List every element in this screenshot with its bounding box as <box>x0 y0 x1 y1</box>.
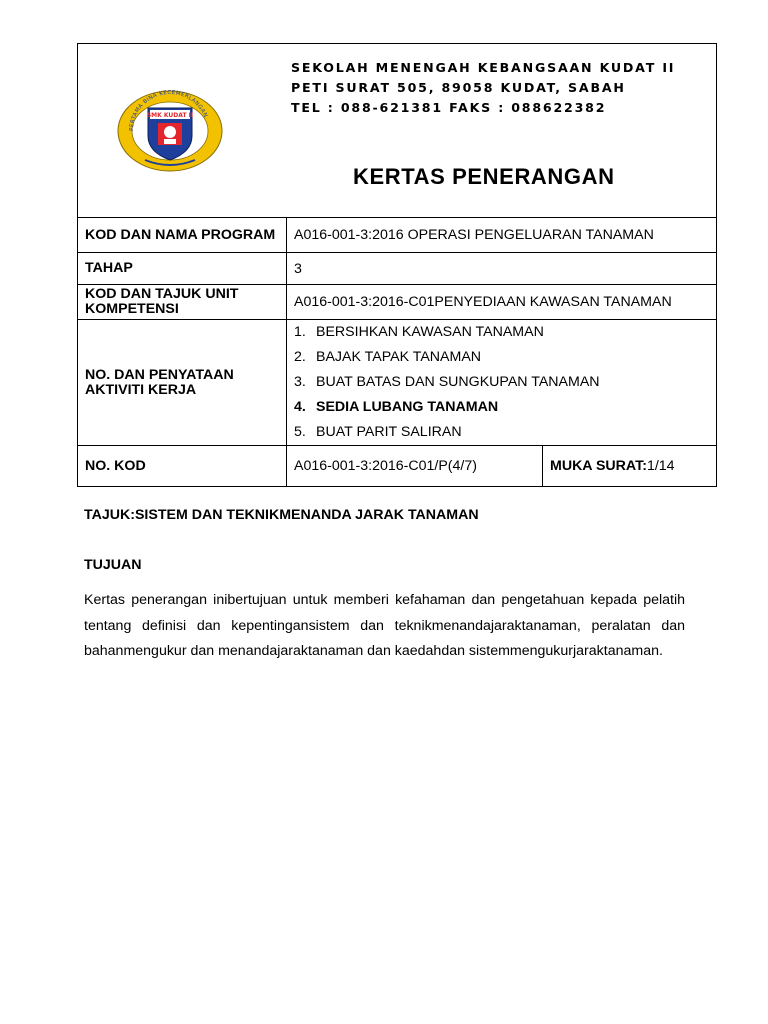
program-label: KOD DAN NAMA PROGRAM <box>78 218 287 253</box>
list-item: 1. BERSIHKAN KAWASAN TANAMAN <box>294 324 544 340</box>
table-row <box>78 446 717 487</box>
document-title: KERTAS PENERANGAN <box>353 164 615 189</box>
topic-heading: TAJUK:SISTEM DAN TEKNIKMENANDA JARAK TANAMAN <box>84 507 479 523</box>
level-value: 3 <box>287 253 717 285</box>
level-label: TAHAP <box>78 253 287 285</box>
table-row <box>78 218 717 253</box>
table-row <box>78 253 717 285</box>
unit-value: A016-001-3:2016-C01PENYEDIAAN KAWASAN TANAMAN <box>287 285 717 320</box>
page-label: MUKA SURAT: <box>550 458 647 474</box>
unit-label: KOD DAN TAJUK UNIT KOMPETENSI <box>78 285 287 320</box>
info-table <box>77 217 717 487</box>
page-number <box>543 446 717 487</box>
school-name: SEKOLAH MENENGAH KEBANGSAAN KUDAT II <box>291 60 676 75</box>
activity-label: NO. DAN PENYATAAN AKTIVITI KERJA <box>78 320 287 446</box>
logo-text: SMK KUDAT II <box>146 112 194 119</box>
document-header <box>77 43 717 217</box>
activity-cell <box>287 320 717 446</box>
purpose-paragraph: Kertas penerangan inibertujuan untuk memberi kefahaman dan pengetahuan kepada pelatih tentang definisi dan kepentingansistem dan teknikmenandajaraktanaman, peralatan dan bahanmengukur dan menandajaraktanaman dan kaedahdan sistemmengukurjaraktanaman. <box>84 592 685 659</box>
logo-motto: PERTAMA BINA KECEMERLANGAN <box>128 90 209 132</box>
code-value: A016-001-3:2016-C01/P(4/7) <box>287 446 543 487</box>
list-item: 5. BUAT PARIT SALIRAN <box>294 424 462 440</box>
school-address: PETI SURAT 505, 89058 KUDAT, SABAH <box>291 80 626 95</box>
program-value: A016-001-3:2016 OPERASI PENGELUARAN TANAMAN <box>287 218 717 253</box>
list-item: 2. BAJAK TAPAK TANAMAN <box>294 349 482 365</box>
list-item: 3. BUAT BATAS DAN SUNGKUPAN TANAMAN <box>294 374 600 390</box>
page-value: 1/14 <box>646 458 675 474</box>
list-item-current: 4. SEDIA LUBANG TANAMAN <box>294 399 499 415</box>
school-contact: TEL : 088-621381 FAKS : 088622382 <box>291 100 607 115</box>
purpose-heading: TUJUAN <box>84 557 142 573</box>
code-label: NO. KOD <box>78 446 287 487</box>
table-row <box>78 285 717 320</box>
school-logo <box>117 90 223 172</box>
table-row <box>78 320 717 446</box>
activity-list <box>294 320 709 445</box>
school-info <box>291 58 675 118</box>
